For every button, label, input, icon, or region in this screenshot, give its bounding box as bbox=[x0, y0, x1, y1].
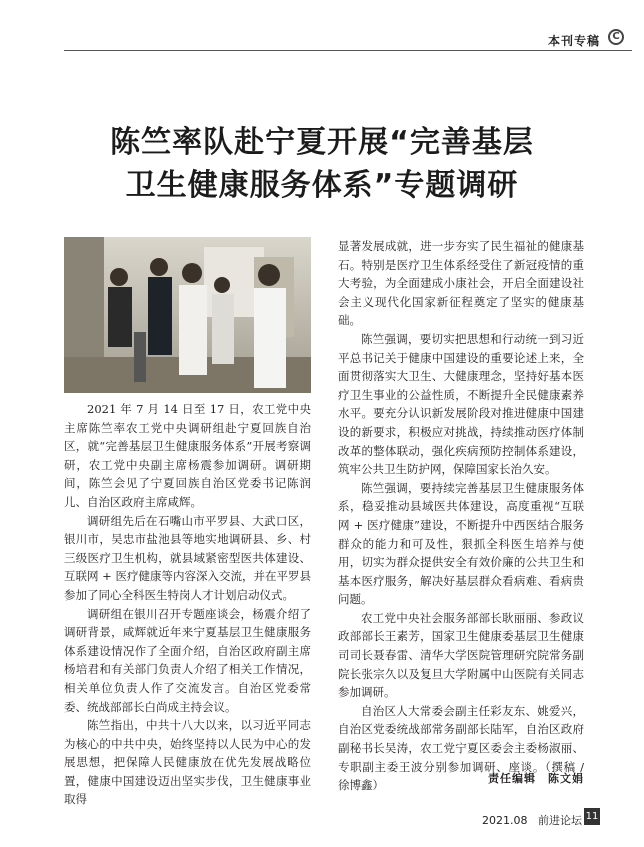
page-number: 11 bbox=[584, 808, 600, 825]
photo-icon bbox=[64, 237, 311, 393]
header-rule bbox=[64, 50, 632, 51]
paragraph: 调研组先后在石嘴山市平罗县、大武口区，银川市，吴忠市盐池县等地实地调研县、乡、村三级医疗卫生机构，就县域紧密型医共体建设、互联网 + 医疗健康等内容深入交流，并在平罗县参加了同心全科医生特岗人才计划启动仪式。 bbox=[64, 513, 311, 602]
responsible-editor: 责任编辑 陈文娟 bbox=[488, 772, 584, 785]
copyright-icon: C bbox=[608, 29, 624, 45]
article-title-line-1: 陈竺率队赴宁夏开展“完善基层 bbox=[110, 125, 534, 160]
paragraph: 陈竺强调，要持续完善基层卫生健康服务体系，稳妥推动县域医共体建设，高度重视“互联网 + 医疗健康”建设，不断提升中西医结合服务群众的能力和可及性，狠抓全科医生培养与使用，切实为群众提供安全有效价廉的公共卫生和基本医疗服务，解决好基层群众看病难、看病贵问题。 bbox=[338, 480, 584, 607]
paragraph: 自治区人大常委会副主任彩友东、姚爱兴，自治区党委统战部常务副部长陆军，自治区政府副秘书长吴涛，农工党宁夏区委会主委杨淑丽、专职副主委王波分别参加调研、座谈。（撰稿 / 徐博鑫） bbox=[338, 703, 584, 793]
article-title-line-2: 卫生健康服务体系”专题调研 bbox=[125, 168, 519, 203]
article-photo bbox=[64, 237, 311, 393]
issue-date: 2021.08 bbox=[482, 814, 528, 827]
paragraph: 2021 年 7 月 14 日至 17 日，农工党中央主席陈竺率农工党中央调研组赴宁夏回族自治区，就“完善基层卫生健康服务体系”开展考察调研，农工党中央副主席杨震参加调研。调研期间，陈竺会见了宁夏回族自治区党委书记陈润儿、自治区政府主席咸辉。 bbox=[64, 402, 311, 509]
magazine-name: 前进论坛 bbox=[538, 814, 582, 827]
column-tag: 本刊专稿 bbox=[547, 34, 600, 48]
paragraph: 陈竺指出，中共十八大以来，以习近平同志为核心的中共中央，始终坚持以人民为中心的发展思想，把保障人民健康放在优先发展战略位置，健康中国建设迈出坚实步伐，卫生健康事业取得 bbox=[64, 718, 311, 807]
article-body-left-column bbox=[64, 400, 311, 809]
paragraph: 调研组在银川召开专题座谈会，杨震介绍了调研背景，咸辉就近年来宁夏基层卫生健康服务体系建设情况作了全面介绍，自治区政府副主席杨培君和有关部门负责人介绍了相关工作情况，相关单位负责人作了交流发言。自治区党委常委、统战部部长白尚成主持会议。 bbox=[64, 606, 311, 714]
page-footer bbox=[482, 812, 582, 828]
article-body-right-column bbox=[338, 237, 584, 795]
paragraph: 陈竺强调，要切实把思想和行动统一到习近平总书记关于健康中国建设的重要论述上来，全面贯彻落实大卫生、大健康理念，坚持好基本医疗卫生事业的公益性质，不断提升全民健康素养水平。要充分认识新发展阶段对推进健康中国建设的新要求，积极应对挑战，持续推动医疗体制改革的整体联动，强化疾病预防控制体系建设，筑牢公共卫生防护网，保障国家长治久安。 bbox=[338, 331, 584, 477]
paragraph: 农工党中央社会服务部部长耿丽丽、参政议政部部长王素芳，国家卫生健康委基层卫生健康司司长聂春雷、清华大学医院管理研究院常务副院长张宗久以及复旦大学附属中山医院有关同志参加调研。 bbox=[338, 610, 584, 700]
paragraph-continuation: 显著发展成就，进一步夯实了民生福祉的健康基石。特别是医疗卫生体系经受住了新冠疫情的重大考验，为全面建成小康社会，开启全面建设社会主义现代化国家新征程奠定了坚实的健康基础。 bbox=[338, 239, 584, 328]
